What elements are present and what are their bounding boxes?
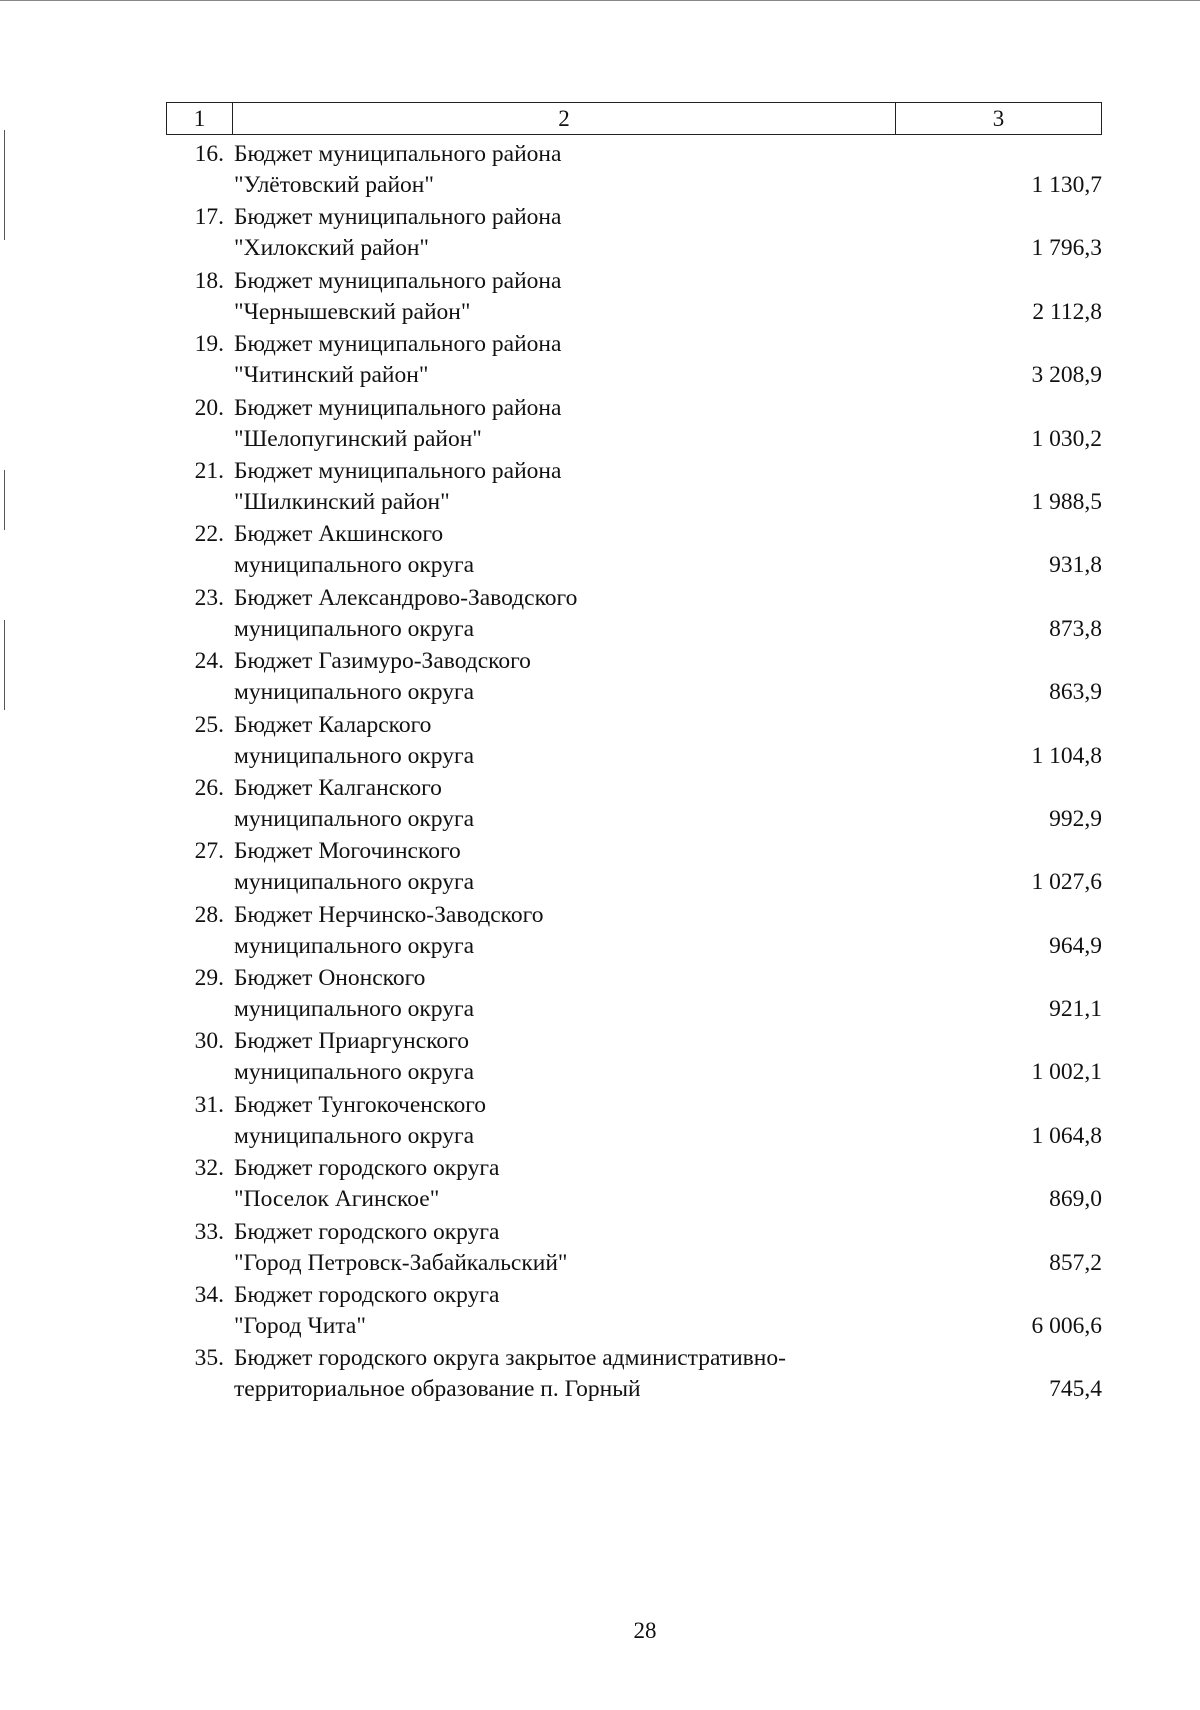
row-value: 1 064,8 xyxy=(1031,1122,1102,1149)
row-label-line-1: Бюджет Нерчинско-Заводского xyxy=(234,901,544,928)
row-label-line-1: Бюджет Тунгокоченского xyxy=(234,1091,487,1118)
row-label-line-2: "Улётовский район" xyxy=(234,172,434,198)
row-label-line-1: Бюджет Могочинского xyxy=(234,838,461,865)
row-label-line-2: "Город Петровск-Забайкальский" xyxy=(234,1249,568,1276)
table-row xyxy=(166,1217,1102,1280)
row-label-line-2: муниципального округа xyxy=(234,1122,475,1149)
table-row xyxy=(166,139,1102,202)
row-label-line-1: Бюджет муниципального района xyxy=(234,204,562,231)
row-label-line-2: муниципального округа xyxy=(234,869,475,896)
row-label-line-2: "Шилкинский район" xyxy=(234,488,450,515)
top-scan-rule xyxy=(0,0,1200,5)
row-value: 1 030,2 xyxy=(1031,425,1102,452)
page-number: 28 xyxy=(633,1618,657,1643)
table-row xyxy=(166,1343,1102,1406)
column-header-3: 3 xyxy=(992,105,1005,131)
table-row xyxy=(166,836,1102,899)
table-row xyxy=(166,393,1102,456)
row-number: 25. xyxy=(194,711,224,738)
row-value: 6 006,6 xyxy=(1031,1313,1102,1340)
table-row xyxy=(166,583,1102,646)
row-number: 27. xyxy=(194,838,224,865)
row-number: 33. xyxy=(194,1218,224,1245)
row-number: 24. xyxy=(194,648,224,675)
table-row xyxy=(166,773,1102,836)
row-number: 35. xyxy=(194,1345,224,1372)
row-number: 16. xyxy=(194,141,224,167)
row-number: 21. xyxy=(194,457,224,484)
row-number: 28. xyxy=(194,901,224,928)
row-value: 1 104,8 xyxy=(1031,742,1102,769)
row-label-line-1: Бюджет муниципального района xyxy=(234,331,562,358)
row-label-line-1: Бюджет муниципального района xyxy=(234,394,562,421)
row-label-line-2: "Читинский район" xyxy=(234,362,429,389)
margin-scan-mark xyxy=(4,130,5,240)
row-label-line-2: муниципального округа xyxy=(234,615,475,642)
row-label-line-1: Бюджет городского округа xyxy=(234,1155,500,1182)
table-row xyxy=(166,1026,1102,1089)
row-label-line-1: Бюджет Калганского xyxy=(234,774,442,801)
row-value: 931,8 xyxy=(1049,552,1102,579)
row-label-line-2: муниципального округа xyxy=(234,805,475,832)
row-label-line-2: муниципального округа xyxy=(234,932,475,959)
margin-scan-mark xyxy=(4,620,5,710)
row-value: 745,4 xyxy=(1049,1376,1102,1403)
row-number: 17. xyxy=(194,204,224,231)
table-row xyxy=(166,1090,1102,1153)
budget-table xyxy=(166,139,1102,1407)
row-number: 32. xyxy=(194,1155,224,1182)
row-value: 964,9 xyxy=(1049,932,1102,959)
row-label-line-2: "Поселок Агинское" xyxy=(234,1186,440,1213)
row-label-line-1: Бюджет Александрово-Заводского xyxy=(234,584,578,611)
row-label-line-2: "Шелопугинский район" xyxy=(234,425,482,452)
row-label-line-2: муниципального округа xyxy=(234,679,475,706)
row-number: 31. xyxy=(194,1091,224,1118)
row-number: 30. xyxy=(194,1028,224,1055)
row-value: 869,0 xyxy=(1049,1186,1102,1213)
row-label-line-2: муниципального округа xyxy=(234,1059,475,1086)
row-label-line-1: Бюджет Акшинского xyxy=(234,521,444,548)
row-label-line-1: Бюджет муниципального района xyxy=(234,457,562,484)
column-header-1: 1 xyxy=(167,103,233,134)
row-label-line-1: Бюджет Приаргунского xyxy=(234,1028,469,1055)
row-number: 26. xyxy=(194,774,224,801)
row-label-line-1: Бюджет муниципального района xyxy=(234,141,562,167)
row-value: 863,9 xyxy=(1049,679,1102,706)
row-number: 23. xyxy=(194,584,224,611)
row-value: 921,1 xyxy=(1049,996,1102,1023)
table-row xyxy=(166,900,1102,963)
row-value: 2 112,8 xyxy=(1032,298,1102,325)
table-row xyxy=(166,519,1102,582)
table-row xyxy=(166,1280,1102,1343)
row-label-line-1: Бюджет городского округа xyxy=(234,1282,500,1309)
row-label-line-2: "Чернышевский район" xyxy=(234,298,471,325)
row-value: 3 208,9 xyxy=(1031,362,1102,389)
row-label-line-1: Бюджет Ононского xyxy=(234,965,426,992)
table-row xyxy=(166,646,1102,709)
table-row xyxy=(166,710,1102,773)
row-label-line-2: "Хилокский район" xyxy=(234,235,429,262)
row-label-line-2: муниципального округа xyxy=(234,552,475,579)
row-number: 19. xyxy=(194,331,224,358)
table-row xyxy=(166,202,1102,265)
row-number: 22. xyxy=(194,521,224,548)
row-value: 873,8 xyxy=(1049,615,1102,642)
row-value: 1 796,3 xyxy=(1031,235,1102,262)
row-label-line-1: Бюджет городского округа xyxy=(234,1218,500,1245)
row-value: 992,9 xyxy=(1049,805,1102,832)
row-number: 34. xyxy=(194,1282,224,1309)
row-label-line-2: муниципального округа xyxy=(234,742,475,769)
column-header-2: 2 xyxy=(233,103,896,134)
margin-scan-mark xyxy=(4,470,5,530)
row-value: 1 130,7 xyxy=(1031,172,1102,198)
row-label-line-1: Бюджет муниципального района xyxy=(234,267,562,294)
row-label-line-1: Бюджет Каларского xyxy=(234,711,432,738)
row-label-line-1: Бюджет городского округа закрытое административно- xyxy=(234,1345,786,1372)
table-row xyxy=(166,329,1102,392)
row-label-line-2: "Город Чита" xyxy=(234,1313,366,1340)
row-label-line-2: муниципального округа xyxy=(234,996,475,1023)
row-number: 18. xyxy=(194,267,224,294)
table-column-header xyxy=(166,102,1102,135)
row-value: 1 002,1 xyxy=(1031,1059,1102,1086)
table-row xyxy=(166,1153,1102,1216)
row-value: 1 027,6 xyxy=(1031,869,1102,896)
row-number: 29. xyxy=(194,965,224,992)
table-row xyxy=(166,963,1102,1026)
table-row xyxy=(166,456,1102,519)
row-label-line-2: территориальное образование п. Горный xyxy=(234,1376,641,1403)
row-label-line-1: Бюджет Газимуро-Заводского xyxy=(234,648,531,675)
row-value: 857,2 xyxy=(1049,1249,1102,1276)
row-value: 1 988,5 xyxy=(1031,488,1102,515)
row-number: 20. xyxy=(194,394,224,421)
table-row xyxy=(166,266,1102,329)
